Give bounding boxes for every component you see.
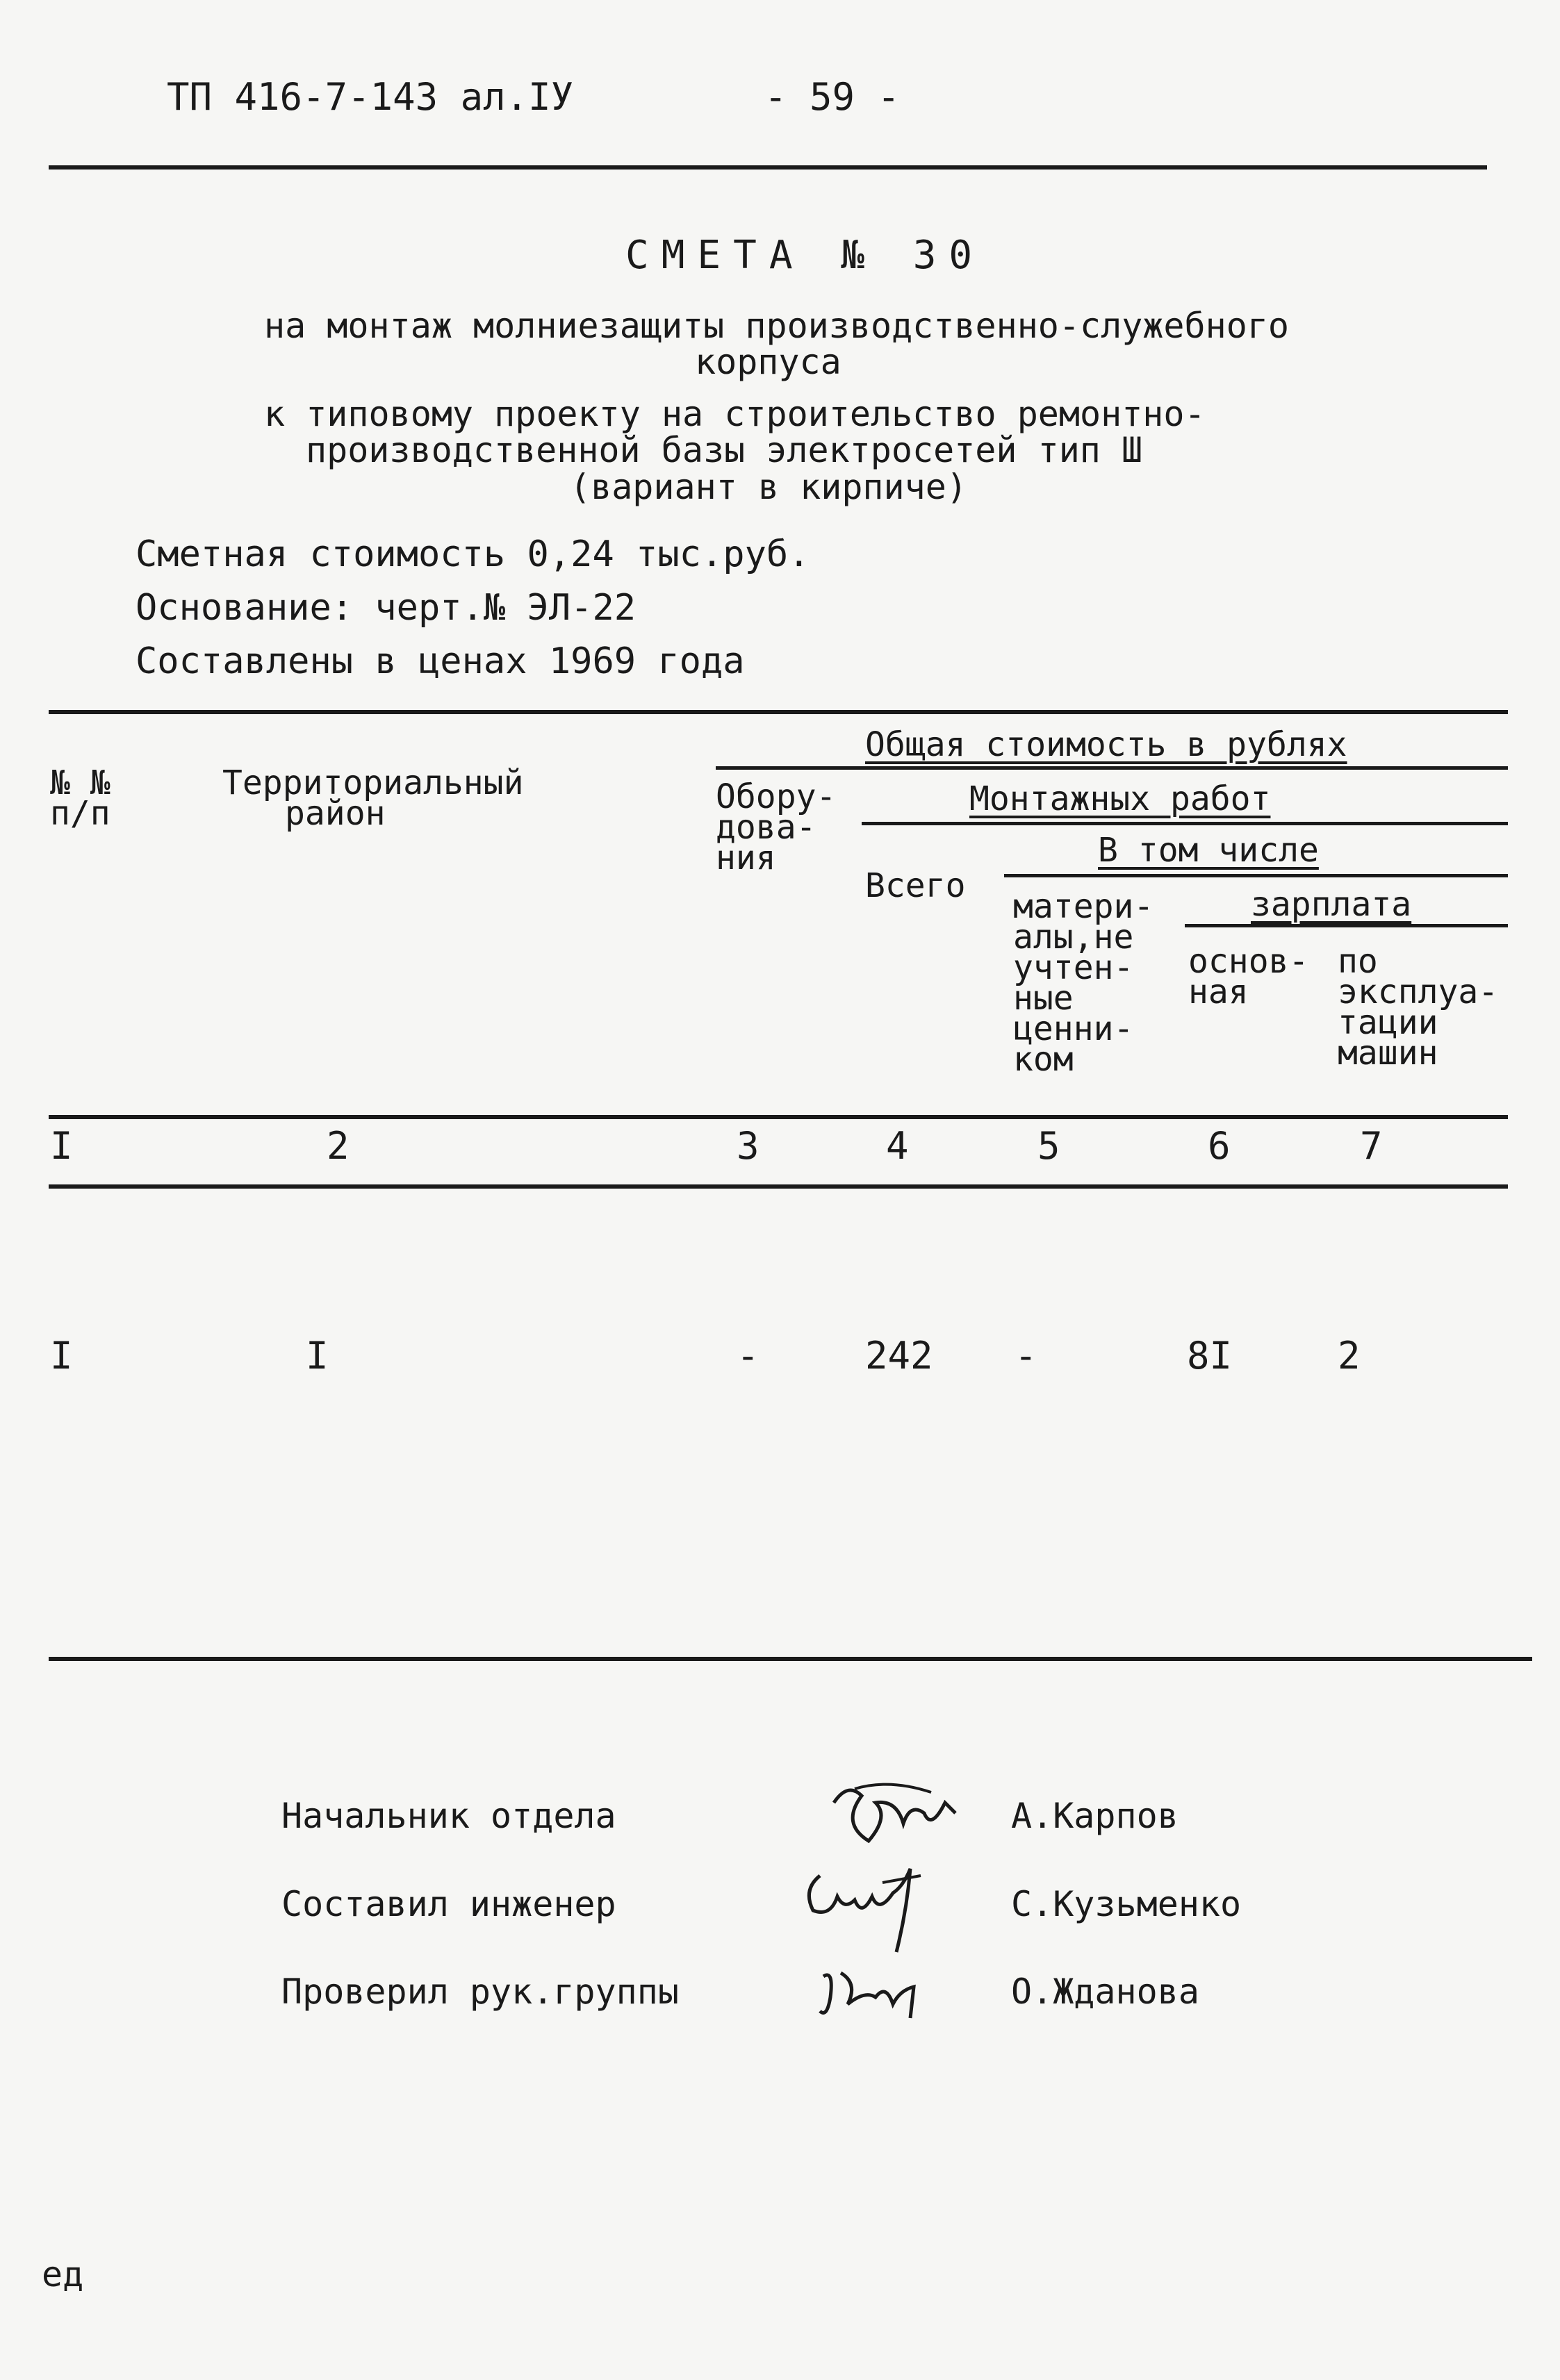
document-code: ТП 416-7-143 ал.IУ — [167, 75, 574, 119]
signature-name-3: О.Жданова — [1011, 1972, 1199, 2012]
header-bottom-rule — [49, 1115, 1508, 1119]
header-rule-including — [1004, 874, 1508, 877]
estimate-title: СМЕТА № 30 — [625, 233, 985, 278]
col-number-1: I — [50, 1124, 73, 1168]
table-bottom-rule — [49, 1657, 1532, 1661]
title-line-1: на монтаж молниезащиты производственно-служебного — [264, 306, 1290, 346]
signature-3 — [810, 1956, 928, 2032]
signature-role-1: Начальник отдела — [281, 1796, 616, 1836]
row-wage-machines: 2 — [1338, 1334, 1361, 1378]
row-equipment: - — [737, 1334, 760, 1378]
table-top-rule — [49, 710, 1508, 714]
header-total-cost: Общая стоимость в рублях — [865, 725, 1347, 764]
col-number-4: 4 — [886, 1124, 909, 1168]
title-line-4: производственной базы электросетей тип Ш — [306, 430, 1143, 470]
title-line-5: (вариант в кирпиче) — [570, 467, 967, 507]
row-wage-basic: 8I — [1187, 1334, 1233, 1378]
col-number-5: 5 — [1037, 1124, 1060, 1168]
estimate-cost: Сметная стоимость 0,24 тыс.руб. — [136, 534, 810, 575]
col-number-6: 6 — [1208, 1124, 1231, 1168]
header-rule-wage — [1185, 924, 1508, 927]
header-col-materials: матери- алы,не учтен- ные ценни- ком — [1013, 887, 1154, 1079]
header-col-region: Территориальный район — [222, 763, 524, 833]
row-materials: - — [1015, 1334, 1037, 1378]
column-number-rule — [49, 1184, 1508, 1189]
estimate-basis: Основание: черт.№ ЭЛ-22 — [136, 587, 637, 629]
row-number: I — [50, 1334, 73, 1378]
header-wage: зарплата — [1251, 885, 1412, 924]
header-col-no: № № п/п — [50, 763, 110, 833]
price-year: Составлены в ценах 1969 года — [136, 641, 745, 682]
col-number-7: 7 — [1360, 1124, 1383, 1168]
col-number-2: 2 — [327, 1124, 350, 1168]
page-number: - 59 - — [764, 75, 901, 119]
header-including: В том числе — [1098, 831, 1319, 870]
title-line-2: корпуса — [695, 342, 841, 382]
footer-mark: ед — [42, 2254, 84, 2295]
signature-name-2: С.Кузьменко — [1011, 1884, 1242, 1924]
header-col-machines: по эксплуа- тации машин — [1338, 942, 1499, 1073]
signature-1 — [827, 1775, 966, 1851]
signature-role-2: Составил инженер — [281, 1884, 616, 1924]
header-rule-installation — [862, 822, 1508, 825]
col-number-3: 3 — [737, 1124, 760, 1168]
header-installation: Монтажных работ — [969, 779, 1271, 818]
title-line-3: к типовому проекту на строительство ремонтно- — [264, 394, 1206, 434]
header-col-all: Всего — [865, 866, 966, 905]
header-divider — [49, 165, 1487, 170]
header-col-equipment: Обору- дова- ния — [716, 777, 837, 877]
signature-2 — [799, 1855, 945, 1959]
signature-name-1: А.Карпов — [1011, 1796, 1179, 1836]
header-rule-total — [716, 766, 1508, 770]
row-total: 242 — [865, 1334, 933, 1378]
signature-role-3: Проверил рук.группы — [281, 1972, 679, 2012]
row-region: I — [306, 1334, 329, 1378]
header-col-basic: основ- ная — [1188, 942, 1309, 1011]
